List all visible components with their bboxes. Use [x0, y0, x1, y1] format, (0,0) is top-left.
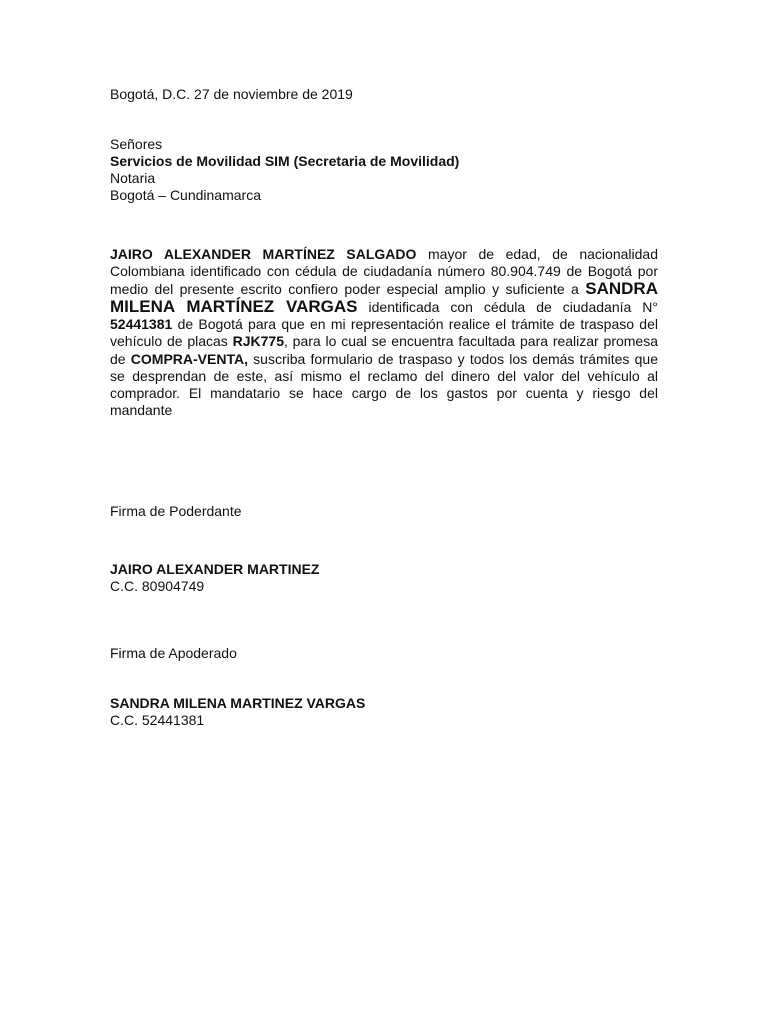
attorney-signature-id: C.C. 52441381	[110, 711, 205, 728]
body-text-5: suscriba formulario de traspaso y todos los demás trámites que se desprendan de este, así mismo el reclamo del dinero del valor del vehículo al comprador. El mandatario se hace cargo de los gastos por cuenta y riesgo del mandante	[110, 350, 658, 418]
attorney-id-number: 52441381	[110, 316, 173, 333]
attorney-signature-name: SANDRA MILENA MARTINEZ VARGAS	[110, 694, 366, 711]
body-text-1: mayor de edad, de nacionalidad Colombiana identificado con cédula de ciudadanía número 80.904.749 de Bogotá por medio del presente escrito confiero poder especial amplio y suficiente a	[110, 246, 658, 298]
grantor-signature-name: JAIRO ALEXANDER MARTINEZ	[110, 560, 320, 577]
date-line: Bogotá, D.C. 27 de noviembre de 2019	[110, 86, 353, 102]
document-page	[110, 86, 658, 729]
recipient-salutation: Señores	[110, 136, 163, 152]
body-text-2: identificada con cédula de ciudadanía N°	[357, 299, 658, 316]
power-of-attorney-paragraph	[110, 246, 658, 419]
recipient-line-notaria: Notaria	[110, 170, 156, 186]
body-text-3: de Bogotá para que en mi representación realice el trámite de traspaso del vehículo de placas	[110, 316, 658, 350]
attorney-signature-label: Firma de Apoderado	[110, 644, 237, 661]
contract-type: COMPRA-VENTA,	[130, 350, 248, 367]
vehicle-plate: RJK775	[232, 333, 284, 350]
grantor-signature-label: Firma de Poderdante	[110, 502, 242, 519]
recipient-line-city: Bogotá – Cundinamarca	[110, 187, 261, 203]
body-text-4: , para lo cual se encuentra facultada para realizar promesa de	[110, 333, 658, 367]
grantor-name: JAIRO ALEXANDER MARTÍNEZ SALGADO	[110, 246, 417, 262]
attorney-name: SANDRA MILENA MARTÍNEZ VARGAS	[110, 279, 658, 317]
recipient-organization: Servicios de Movilidad SIM (Secretaria de Movilidad)	[110, 153, 460, 169]
recipient-block	[110, 136, 658, 204]
grantor-signature-id: C.C. 80904749	[110, 577, 205, 594]
